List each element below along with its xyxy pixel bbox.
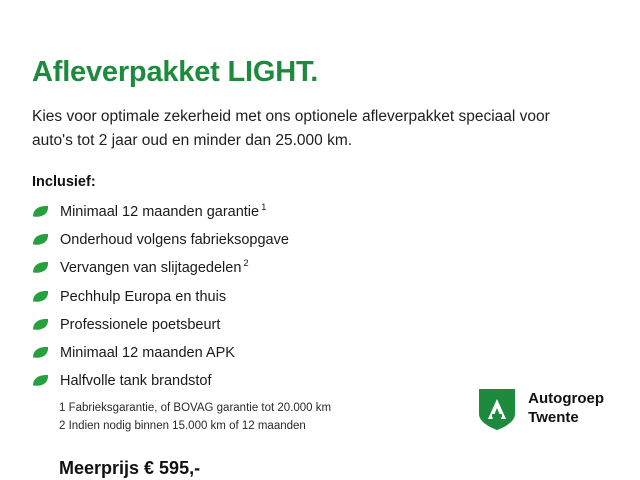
feature-text: Minimaal 12 maanden garantie $^1$ <box>60 201 267 220</box>
leaf-bullet-icon <box>32 374 49 387</box>
intro-paragraph: Kies voor optimale zekerheid met ons optionele afleverpakket speciaal voor auto's tot 2 jaar oud en minder dan 25.000 km. <box>32 108 550 149</box>
brand-logo <box>476 386 604 432</box>
list-item <box>32 230 608 249</box>
footnote-marker: 1 <box>261 201 267 213</box>
footnote-marker: 2 <box>243 258 249 270</box>
leaf-bullet-icon <box>32 346 49 359</box>
leaf-bullet-icon <box>32 290 49 303</box>
feature-text: Halfvolle tank brandstof <box>60 372 212 389</box>
shield-a-icon <box>476 386 518 432</box>
brand-name-line1: Autogroep <box>528 390 604 408</box>
feature-text: Onderhoud volgens fabrieksopgave <box>60 231 289 248</box>
list-item <box>32 287 608 306</box>
feature-text: Pechhulp Europa en thuis <box>60 288 227 305</box>
leaf-bullet-icon <box>32 233 49 246</box>
brand-name-line2: Twente <box>528 409 579 426</box>
list-item <box>32 202 608 221</box>
leaf-bullet-icon <box>32 261 49 274</box>
leaf-bullet-icon <box>32 318 49 331</box>
footnote-2: 2 Indien nodig binnen 15.000 km of 12 maanden <box>59 420 306 433</box>
price-text: Meerprijs € 595,- <box>59 458 201 478</box>
list-item <box>32 343 608 362</box>
feature-text: Minimaal 12 maanden APK <box>60 344 235 361</box>
list-item <box>32 258 608 277</box>
page-title: Afleverpakket LIGHT. <box>32 56 319 88</box>
includes-label: Inclusief: <box>32 173 96 190</box>
features-list <box>32 202 608 391</box>
footnote-1: 1 Fabrieksgarantie, of BOVAG garantie tot 20.000 km <box>59 402 332 415</box>
brand-name <box>528 390 604 428</box>
leaf-bullet-icon <box>32 205 49 218</box>
list-item <box>32 315 608 334</box>
feature-text: Professionele poetsbeurt <box>60 316 221 333</box>
feature-text: Vervangen van slijtagedelen $^2$ <box>60 258 249 277</box>
